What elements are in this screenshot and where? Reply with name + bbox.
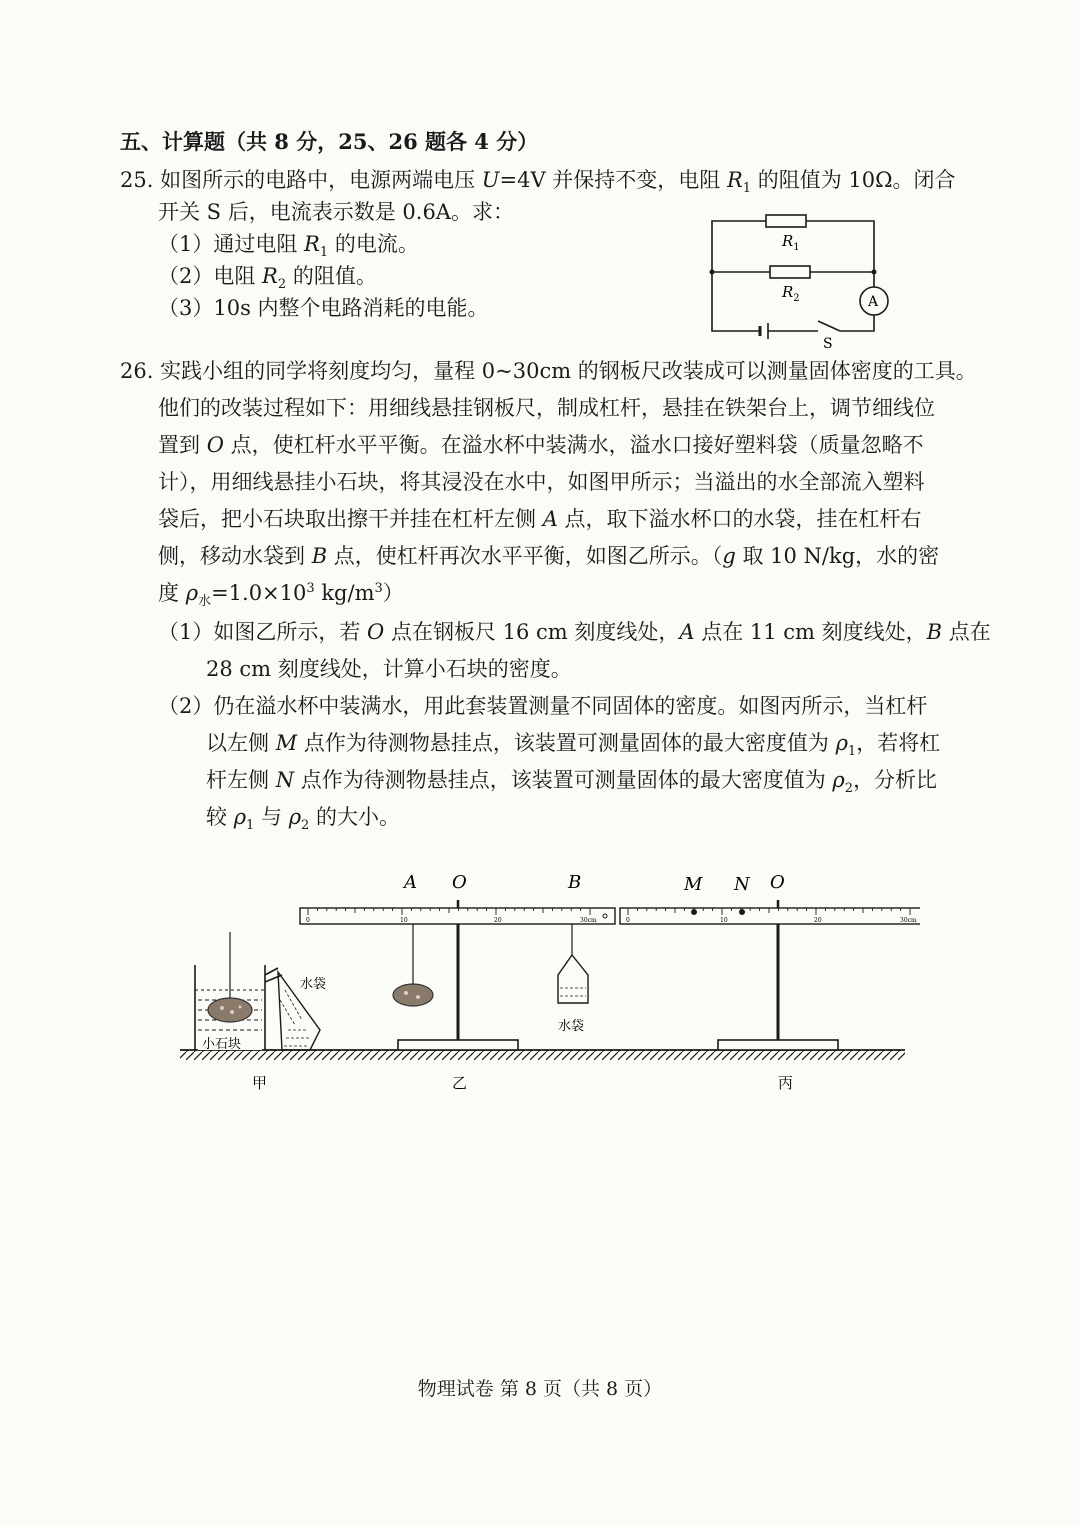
q26-text: 取 10 N/kg，水的密 bbox=[735, 544, 940, 568]
var-rho-sub: 2 bbox=[301, 818, 310, 834]
switch-label: S bbox=[823, 336, 833, 350]
label-O: O bbox=[452, 872, 467, 893]
tick-label: 20 bbox=[494, 917, 502, 924]
section-title: 五、计算题（共 8 分，25、26 题各 4 分） bbox=[120, 129, 539, 154]
resistor-r2 bbox=[770, 266, 810, 278]
tick-label: 30cm bbox=[580, 917, 597, 924]
q26-text: ，若将杠 bbox=[856, 731, 941, 755]
q25-sub1 bbox=[158, 230, 419, 261]
q26-text: ，分析比 bbox=[853, 768, 938, 792]
q26-line1 bbox=[120, 357, 977, 385]
q26-text: 点，使杠杆水平平衡。在溢水杯中装满水，溢水口接好塑料袋（质量忽略不 bbox=[223, 433, 924, 457]
label-M: M bbox=[684, 874, 703, 895]
page-footer: 物理试卷 第 8 页（共 8 页） bbox=[417, 1378, 663, 1400]
caption-yi: 乙 bbox=[452, 1074, 468, 1092]
q25-text: （2）电阻 bbox=[158, 264, 263, 288]
var-R1-sub: 1 bbox=[742, 181, 752, 197]
q25-sub2 bbox=[158, 262, 377, 293]
q26-line6 bbox=[158, 542, 939, 570]
figure-jia bbox=[195, 932, 326, 1092]
q26-text: 点，使杠杆再次水平平衡，如图乙所示。（ bbox=[327, 544, 723, 568]
label-bag: 水袋 bbox=[300, 977, 327, 992]
var-rho-sub: 2 bbox=[844, 781, 854, 797]
q26-number: 26. bbox=[120, 359, 154, 383]
tick-label: 10 bbox=[720, 917, 728, 924]
q26-text: 点，取下溢水杯口的水袋，挂在杠杆右 bbox=[557, 507, 922, 531]
q26-text: 点作为待测物悬挂点，该装置可测量固体的最大密度值为 bbox=[294, 768, 833, 792]
var-N: N bbox=[275, 768, 295, 792]
circuit-diagram bbox=[700, 205, 900, 350]
var-rho-water: ρ bbox=[185, 581, 199, 605]
q26-line5 bbox=[158, 505, 922, 533]
q26-text: =1.0×10 bbox=[211, 581, 307, 605]
resistor-r1 bbox=[766, 215, 806, 227]
q26-text: （1）如图乙所示，若 bbox=[158, 620, 368, 644]
var-M: M bbox=[275, 731, 298, 755]
q26-text: 置到 bbox=[158, 433, 207, 457]
q25-number: 25. bbox=[120, 168, 154, 192]
q26-text: 以左侧 bbox=[206, 731, 276, 755]
q26-text: 袋后，把小石块取出擦干并挂在杠杆左侧 bbox=[158, 507, 543, 531]
junction-dot bbox=[872, 270, 877, 275]
q26-text: 侧，移动水袋到 bbox=[158, 544, 312, 568]
label-r2: $R_2$ bbox=[782, 283, 800, 304]
q25-text: 的阻值为 10Ω。闭合 bbox=[751, 168, 956, 192]
q26-part2-line4 bbox=[206, 803, 401, 834]
q26-text: 实践小组的同学将刻度均匀，量程 0~30cm 的钢板尺改装成可以测量固体密度的工具。 bbox=[160, 359, 977, 383]
q26-text: 的大小。 bbox=[309, 805, 401, 829]
stand-base bbox=[718, 1040, 838, 1050]
q26-text: 与 bbox=[254, 805, 289, 829]
var-rho-sub: 1 bbox=[246, 818, 255, 834]
caption-bing: 丙 bbox=[778, 1074, 794, 1092]
q25-line1 bbox=[120, 166, 956, 197]
var-A: A bbox=[542, 507, 558, 531]
var-U: U bbox=[481, 168, 500, 192]
q25-text: 的阻值。 bbox=[286, 264, 377, 288]
label-bag: 水袋 bbox=[558, 1019, 585, 1034]
ammeter-label: A bbox=[868, 294, 879, 310]
var-R1: R bbox=[304, 232, 320, 256]
var-R1-sub: 1 bbox=[319, 245, 329, 261]
q25-line2: 开关 S 后，电流表示数是 0.6A。求： bbox=[158, 200, 514, 224]
junction-dot bbox=[710, 270, 715, 275]
tick-label: 0 bbox=[306, 917, 310, 924]
label-O: O bbox=[770, 872, 785, 893]
q25-text: （1）通过电阻 bbox=[158, 232, 305, 256]
var-rho2: ρ bbox=[288, 805, 302, 829]
var-A: A bbox=[679, 620, 695, 644]
stone bbox=[208, 998, 252, 1022]
tick-label: 0 bbox=[626, 917, 630, 924]
q26-part1-line2: 28 cm 刻度线处，计算小石块的密度。 bbox=[206, 657, 572, 681]
var-O: O bbox=[367, 620, 385, 644]
q26-line3 bbox=[158, 431, 924, 459]
ground bbox=[180, 1050, 905, 1060]
var-O: O bbox=[206, 433, 224, 457]
q26-line2: 他们的改装过程如下：用细线悬挂钢板尺，制成杠杆，悬挂在铁架台上，调节细线位 bbox=[158, 396, 935, 420]
point-M bbox=[691, 909, 697, 915]
var-rho1: ρ bbox=[233, 805, 247, 829]
label-r1: $R_1$ bbox=[782, 232, 800, 253]
q26-line4: 计），用细线悬挂小石块，将其浸没在水中，如图甲所示；当溢出的水全部流入塑料 bbox=[158, 470, 925, 494]
exponent: 3 bbox=[306, 581, 315, 596]
label-stone: 小石块 bbox=[202, 1037, 242, 1052]
q26-text: ） bbox=[382, 581, 404, 605]
q26-part2-line2 bbox=[206, 729, 941, 760]
tick-label: 10 bbox=[400, 917, 408, 924]
q26-text: 杆左侧 bbox=[206, 768, 276, 792]
q26-part2-line1: （2）仍在溢水杯中装满水，用此套装置测量不同固体的密度。如图丙所示，当杠杆 bbox=[158, 694, 928, 718]
q26-text: 点在 11 cm 刻度线处， bbox=[694, 620, 927, 644]
q26-line7 bbox=[158, 579, 404, 610]
switch bbox=[818, 321, 840, 331]
var-rho-sub: 水 bbox=[198, 594, 212, 610]
var-B: B bbox=[926, 620, 943, 644]
q26-text: 点在 bbox=[942, 620, 991, 644]
ruler bbox=[300, 908, 615, 924]
point-N bbox=[739, 909, 745, 915]
var-rho1: ρ bbox=[835, 731, 848, 755]
q25-sub3: （3）10s 内整个电路消耗的电能。 bbox=[158, 296, 489, 320]
q26-part1-line1 bbox=[158, 618, 991, 646]
tick-label: 30cm bbox=[900, 917, 917, 924]
q25-text: 如图所示的电路中，电源两端电压 bbox=[160, 168, 482, 192]
stand-base bbox=[398, 1040, 518, 1050]
var-rho-sub: 1 bbox=[847, 744, 857, 760]
q25-text: 的电流。 bbox=[328, 232, 419, 256]
stone bbox=[393, 984, 433, 1006]
q26-text: 较 bbox=[206, 805, 234, 829]
var-rho2: ρ bbox=[832, 768, 845, 792]
var-R2: R bbox=[262, 264, 278, 288]
label-N: N bbox=[734, 874, 750, 895]
exponent: 3 bbox=[374, 581, 383, 596]
var-R1: R bbox=[726, 168, 743, 192]
q26-text: 点作为待测物悬挂点，该装置可测量固体的最大密度值为 bbox=[297, 731, 836, 755]
caption-jia: 甲 bbox=[252, 1074, 268, 1092]
q25-text: =4V 并保持不变，电阻 bbox=[499, 168, 727, 192]
var-B: B bbox=[311, 544, 328, 568]
q26-text: kg/m bbox=[314, 581, 375, 605]
q26-part2-line3 bbox=[206, 766, 938, 797]
experiment-figures bbox=[170, 860, 920, 1100]
label-B: B bbox=[568, 872, 582, 893]
q26-text: 点在钢板尺 16 cm 刻度线处， bbox=[384, 620, 680, 644]
var-R2-sub: 2 bbox=[277, 277, 287, 293]
label-A: A bbox=[404, 872, 417, 893]
tick-label: 20 bbox=[814, 917, 822, 924]
q26-text: 度 bbox=[158, 581, 186, 605]
var-g: g bbox=[722, 544, 736, 568]
ruler bbox=[620, 908, 920, 924]
